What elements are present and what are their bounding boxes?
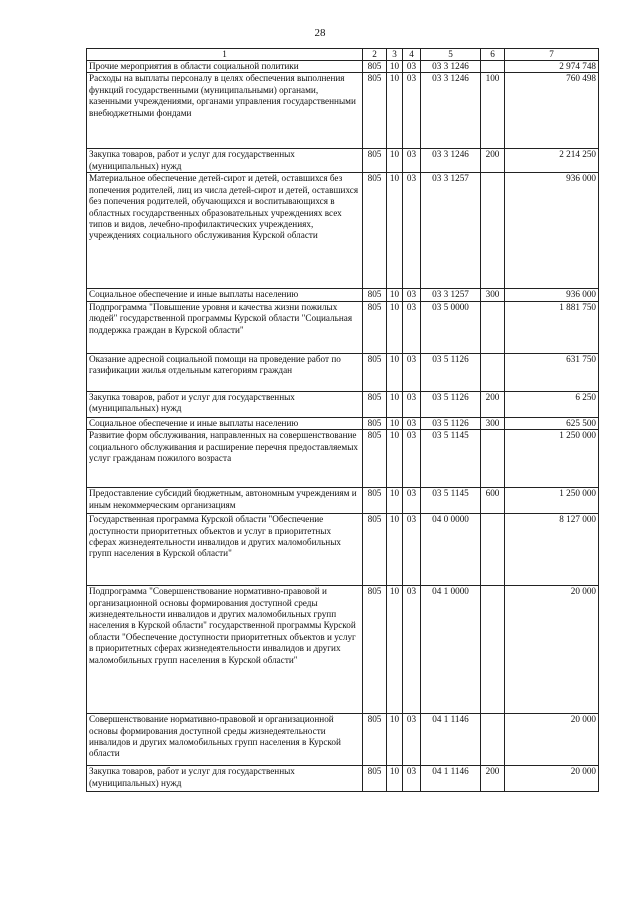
- col-header-target: 5: [421, 49, 481, 61]
- table-row: [87, 514, 599, 586]
- row-amount: 631 750: [505, 353, 599, 391]
- row-expense-type: 300: [481, 289, 505, 301]
- row-target-article: 04 1 1146: [421, 714, 481, 766]
- row-expense-type: [481, 301, 505, 353]
- row-amount: 936 000: [505, 173, 599, 289]
- row-amount: 760 498: [505, 73, 599, 149]
- row-ministry-code: 805: [363, 714, 387, 766]
- row-name: Подпрограмма "Совершенствование нормативно-правовой и организационной основы формирования доступной среды жизнедеятельности инвалидов и других маломобильных групп населения в Курской области" государственной программы Курской области "Обеспечение доступности приоритетных объектов и услуг в приоритетных сферах жизнедеятельности инвалидов и других маломобильных групп населения в Курской области": [87, 586, 363, 714]
- row-name: Закупка товаров, работ и услуг для государственных (муниципальных) нужд: [87, 766, 363, 792]
- row-amount: 20 000: [505, 586, 599, 714]
- row-section: 10: [387, 586, 403, 714]
- table-row: [87, 391, 599, 417]
- row-expense-type: [481, 586, 505, 714]
- row-amount: 2 214 250: [505, 149, 599, 173]
- row-subsection: 03: [403, 301, 421, 353]
- row-expense-type: 600: [481, 488, 505, 514]
- row-ministry-code: 805: [363, 289, 387, 301]
- row-name: Материальное обеспечение детей-сирот и детей, оставшихся без попечения родителей, лиц из числа детей-сирот и детей, оставшихся без попечения родителей, обучающихся и воспитывающихся в областных государственных образовательных учреждениях всех типов и видов, лечебно-профилактических учреждениях, учреждениях социального обслуживания Курской области: [87, 173, 363, 289]
- row-ministry-code: 805: [363, 73, 387, 149]
- row-amount: 1 250 000: [505, 430, 599, 488]
- row-amount: 20 000: [505, 766, 599, 792]
- row-ministry-code: 805: [363, 586, 387, 714]
- row-ministry-code: 805: [363, 61, 387, 73]
- row-subsection: 03: [403, 173, 421, 289]
- row-name: Государственная программа Курской области "Обеспечение доступности приоритетных объектов и услуг в приоритетных сферах жизнедеятельности инвалидов и других маломобильных групп населения в Курской области": [87, 514, 363, 586]
- row-name: Социальное обеспечение и иные выплаты населению: [87, 417, 363, 429]
- row-target-article: 04 1 0000: [421, 586, 481, 714]
- row-amount: 20 000: [505, 714, 599, 766]
- row-name: Совершенствование нормативно-правовой и организационной основы формирования доступной среды жизнедеятельности инвалидов и других маломобильных групп населения в Курской области: [87, 714, 363, 766]
- row-ministry-code: 805: [363, 417, 387, 429]
- row-target-article: 04 0 0000: [421, 514, 481, 586]
- table-row: [87, 61, 599, 73]
- row-subsection: 03: [403, 488, 421, 514]
- row-name: Подпрограмма "Повышение уровня и качества жизни пожилых людей" государственной программы Курской области "Социальная поддержка граждан в Курской области": [87, 301, 363, 353]
- row-section: 10: [387, 353, 403, 391]
- row-target-article: 03 5 1126: [421, 417, 481, 429]
- row-subsection: 03: [403, 514, 421, 586]
- row-section: 10: [387, 301, 403, 353]
- row-subsection: 03: [403, 714, 421, 766]
- row-subsection: 03: [403, 766, 421, 792]
- col-header-subsection: 4: [403, 49, 421, 61]
- row-subsection: 03: [403, 430, 421, 488]
- row-section: 10: [387, 73, 403, 149]
- row-target-article: 03 5 1145: [421, 488, 481, 514]
- table-row: [87, 488, 599, 514]
- row-target-article: 03 3 1246: [421, 149, 481, 173]
- row-name: Расходы на выплаты персоналу в целях обеспечения выполнения функций государственными (муниципальными) органами, казенными учреждениями, органами управления государственными внебюджетными фондами: [87, 73, 363, 149]
- row-subsection: 03: [403, 391, 421, 417]
- col-header-ministry: 2: [363, 49, 387, 61]
- col-header-name: 1: [87, 49, 363, 61]
- row-amount: 1 881 750: [505, 301, 599, 353]
- row-section: 10: [387, 766, 403, 792]
- row-target-article: 03 3 1246: [421, 61, 481, 73]
- row-ministry-code: 805: [363, 391, 387, 417]
- row-name: Закупка товаров, работ и услуг для государственных (муниципальных) нужд: [87, 149, 363, 173]
- row-target-article: 04 1 1146: [421, 766, 481, 792]
- row-section: 10: [387, 514, 403, 586]
- row-expense-type: [481, 61, 505, 73]
- table-row: [87, 766, 599, 792]
- row-subsection: 03: [403, 353, 421, 391]
- row-subsection: 03: [403, 289, 421, 301]
- row-expense-type: [481, 173, 505, 289]
- row-subsection: 03: [403, 417, 421, 429]
- row-subsection: 03: [403, 61, 421, 73]
- row-name: Прочие мероприятия в области социальной политики: [87, 61, 363, 73]
- row-amount: 8 127 000: [505, 514, 599, 586]
- row-section: 10: [387, 488, 403, 514]
- row-section: 10: [387, 173, 403, 289]
- row-ministry-code: 805: [363, 353, 387, 391]
- table-row: [87, 73, 599, 149]
- table-row: [87, 714, 599, 766]
- row-expense-type: 200: [481, 149, 505, 173]
- col-header-section: 3: [387, 49, 403, 61]
- row-target-article: 03 5 1126: [421, 353, 481, 391]
- row-section: 10: [387, 61, 403, 73]
- row-amount: 6 250: [505, 391, 599, 417]
- row-ministry-code: 805: [363, 173, 387, 289]
- row-section: 10: [387, 417, 403, 429]
- col-header-expense: 6: [481, 49, 505, 61]
- table-row: [87, 353, 599, 391]
- row-ministry-code: 805: [363, 488, 387, 514]
- page-number: 28: [314, 27, 326, 39]
- row-expense-type: [481, 353, 505, 391]
- row-expense-type: [481, 514, 505, 586]
- table-row: [87, 149, 599, 173]
- row-name: Оказание адресной социальной помощи на проведение работ по газификации жилья отдельным категориям граждан: [87, 353, 363, 391]
- row-subsection: 03: [403, 149, 421, 173]
- row-amount: 936 000: [505, 289, 599, 301]
- row-section: 10: [387, 391, 403, 417]
- table-row: [87, 173, 599, 289]
- col-header-amount: 7: [505, 49, 599, 61]
- row-expense-type: [481, 714, 505, 766]
- table-row: [87, 430, 599, 488]
- row-expense-type: 300: [481, 417, 505, 429]
- row-target-article: 03 5 0000: [421, 301, 481, 353]
- row-expense-type: 200: [481, 766, 505, 792]
- row-name: Социальное обеспечение и иные выплаты населению: [87, 289, 363, 301]
- row-expense-type: 200: [481, 391, 505, 417]
- table-row: [87, 301, 599, 353]
- budget-table: [86, 48, 599, 792]
- row-name: Предоставление субсидий бюджетным, автономным учреждениям и иным некоммерческим организациям: [87, 488, 363, 514]
- row-name: Закупка товаров, работ и услуг для государственных (муниципальных) нужд: [87, 391, 363, 417]
- row-target-article: 03 5 1126: [421, 391, 481, 417]
- row-subsection: 03: [403, 586, 421, 714]
- table-row: [87, 417, 599, 429]
- row-section: 10: [387, 430, 403, 488]
- row-ministry-code: 805: [363, 430, 387, 488]
- row-ministry-code: 805: [363, 301, 387, 353]
- row-expense-type: [481, 430, 505, 488]
- row-target-article: 03 3 1246: [421, 73, 481, 149]
- header-row: [87, 49, 599, 61]
- row-amount: 625 500: [505, 417, 599, 429]
- row-target-article: 03 3 1257: [421, 289, 481, 301]
- row-ministry-code: 805: [363, 766, 387, 792]
- row-name: Развитие форм обслуживания, направленных на совершенствование социального обслуживания и расширение перечня предоставляемых услуг гражданам пожилого возраста: [87, 430, 363, 488]
- row-ministry-code: 805: [363, 149, 387, 173]
- row-ministry-code: 805: [363, 514, 387, 586]
- row-amount: 2 974 748: [505, 61, 599, 73]
- row-section: 10: [387, 289, 403, 301]
- table-row: [87, 289, 599, 301]
- row-amount: 1 250 000: [505, 488, 599, 514]
- row-target-article: 03 5 1145: [421, 430, 481, 488]
- table-row: [87, 586, 599, 714]
- row-section: 10: [387, 149, 403, 173]
- row-section: 10: [387, 714, 403, 766]
- row-expense-type: 100: [481, 73, 505, 149]
- row-target-article: 03 3 1257: [421, 173, 481, 289]
- row-subsection: 03: [403, 73, 421, 149]
